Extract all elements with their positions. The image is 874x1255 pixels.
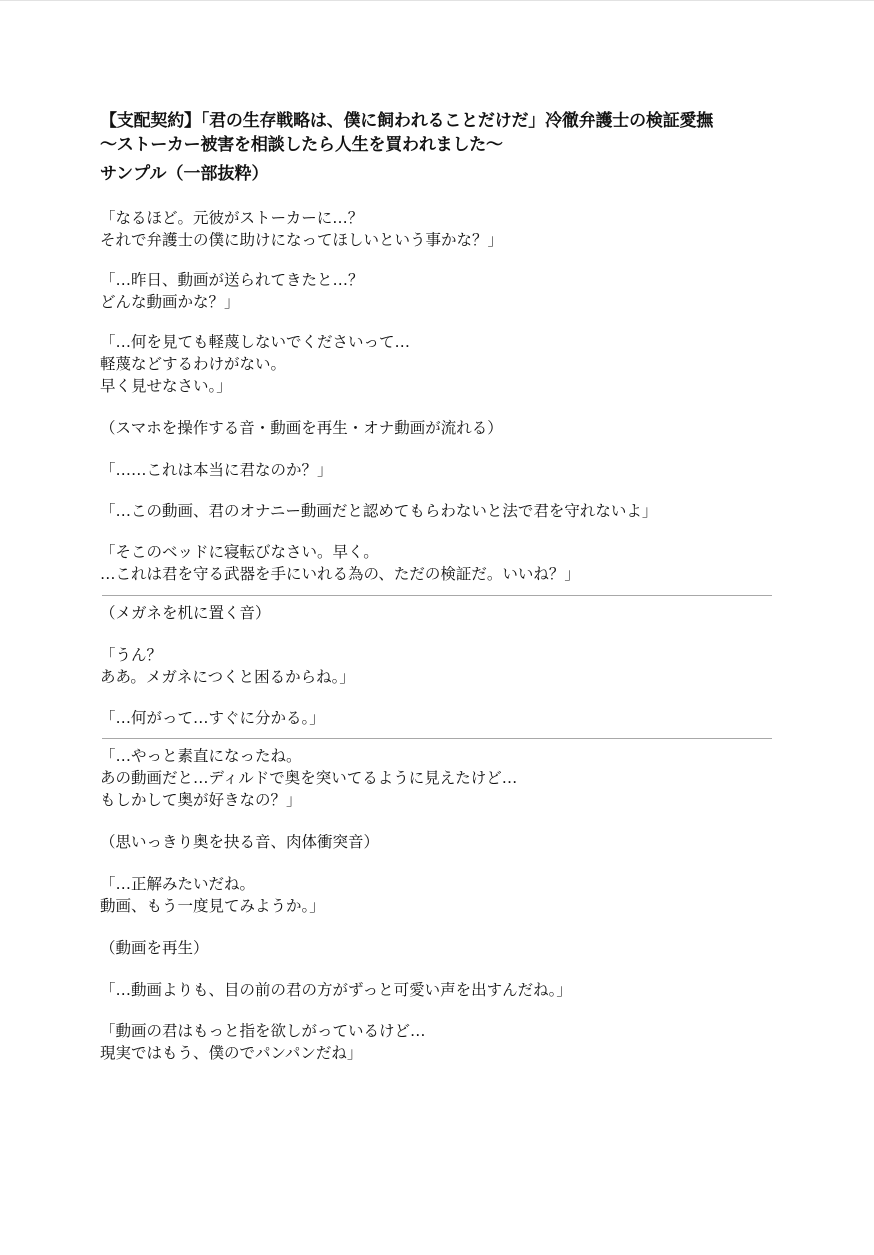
paragraph-line: あの動画だと…ディルドで奥を突いてるように見えたけど… — [100, 769, 518, 787]
paragraph-line: 「…動画よりも、目の前の君の方がずっと可愛い声を出すんだね。」 — [100, 981, 572, 999]
paragraph-line: どんな動画かな？」 — [100, 293, 240, 311]
paragraph-line: 「…正解みたいだね。 — [100, 875, 256, 893]
paragraph-line: 早く見せなさい。」 — [100, 377, 232, 395]
paragraph-line: （思いっきり奥を抉る音、肉体衝突音） — [100, 833, 380, 851]
paragraph-line: 「なるほど。元彼がストーカーに…？ — [100, 209, 364, 227]
paragraph-line: 現実ではもう、僕のでパンパンだね」 — [100, 1044, 363, 1062]
paragraph — [100, 602, 780, 624]
paragraph-line: 軽蔑などするわけがない。 — [100, 355, 287, 373]
title-line-2: 〜ストーカー被害を相談したら人生を買われました〜 — [100, 135, 503, 155]
paragraph — [100, 417, 780, 439]
paragraph — [100, 937, 780, 959]
paragraph-line: 「動画の君はもっと指を欲しがっているけど… — [100, 1022, 426, 1040]
paragraph-line: 動画、もう一度見てみようか。」 — [100, 897, 325, 915]
paragraph-line: （スマホを操作する音・動画を再生・オナ動画が流れる） — [100, 419, 503, 437]
paragraph — [100, 500, 780, 522]
document-subtitle: サンプル（一部抜粋） — [100, 164, 269, 184]
paragraph-line: 「……これは本当に君なのか？」 — [100, 461, 333, 479]
document-body — [100, 109, 780, 1064]
paragraph-line: 「そこのベッドに寝転びなさい。早く。 — [100, 543, 379, 561]
paragraph — [100, 979, 780, 1001]
paragraph — [100, 1020, 780, 1064]
paragraph — [100, 745, 780, 811]
paragraph-line: もしかして奥が好きなの？」 — [100, 791, 302, 809]
paragraph-line: 「…やっと素直になったね。 — [100, 747, 302, 765]
divider — [102, 738, 772, 739]
paragraph-line: （メガネを机に置く音） — [100, 604, 271, 622]
paragraph — [100, 269, 780, 313]
paragraph — [100, 707, 780, 729]
paragraph — [100, 207, 780, 251]
paragraph — [100, 459, 780, 481]
paragraph — [100, 644, 780, 688]
paragraph-line: 「…何がって…すぐに分かる。」 — [100, 709, 325, 727]
paragraph — [100, 541, 780, 585]
paragraph-line: 「…昨日、動画が送られてきたと…？ — [100, 271, 364, 289]
paragraph-line: （動画を再生） — [100, 939, 209, 957]
paragraph-line: 「うん？ — [100, 646, 163, 664]
divider — [102, 595, 772, 596]
paragraph-line: ああ。メガネにつくと困るからね。」 — [100, 668, 355, 686]
paragraph-line: それで弁護士の僕に助けになってほしいという事かな？」 — [100, 231, 504, 249]
paragraph-line: 「…この動画、君のオナニー動画だと認めてもらわないと法で君を守れないよ」 — [100, 502, 658, 520]
paragraph-line: 「…何を見ても軽蔑しないでくださいって… — [100, 333, 411, 351]
paragraph — [100, 831, 780, 853]
paragraph-line: …これは君を守る武器を手にいれる為の、ただの検証だ。いいね？」 — [100, 565, 580, 583]
title-line-1: 【支配契約】「君の生存戦略は、僕に飼われることだけだ」冷徹弁護士の検証愛撫 — [100, 111, 714, 131]
paragraph — [100, 873, 780, 917]
document-title — [100, 109, 780, 157]
paragraph — [100, 331, 780, 397]
